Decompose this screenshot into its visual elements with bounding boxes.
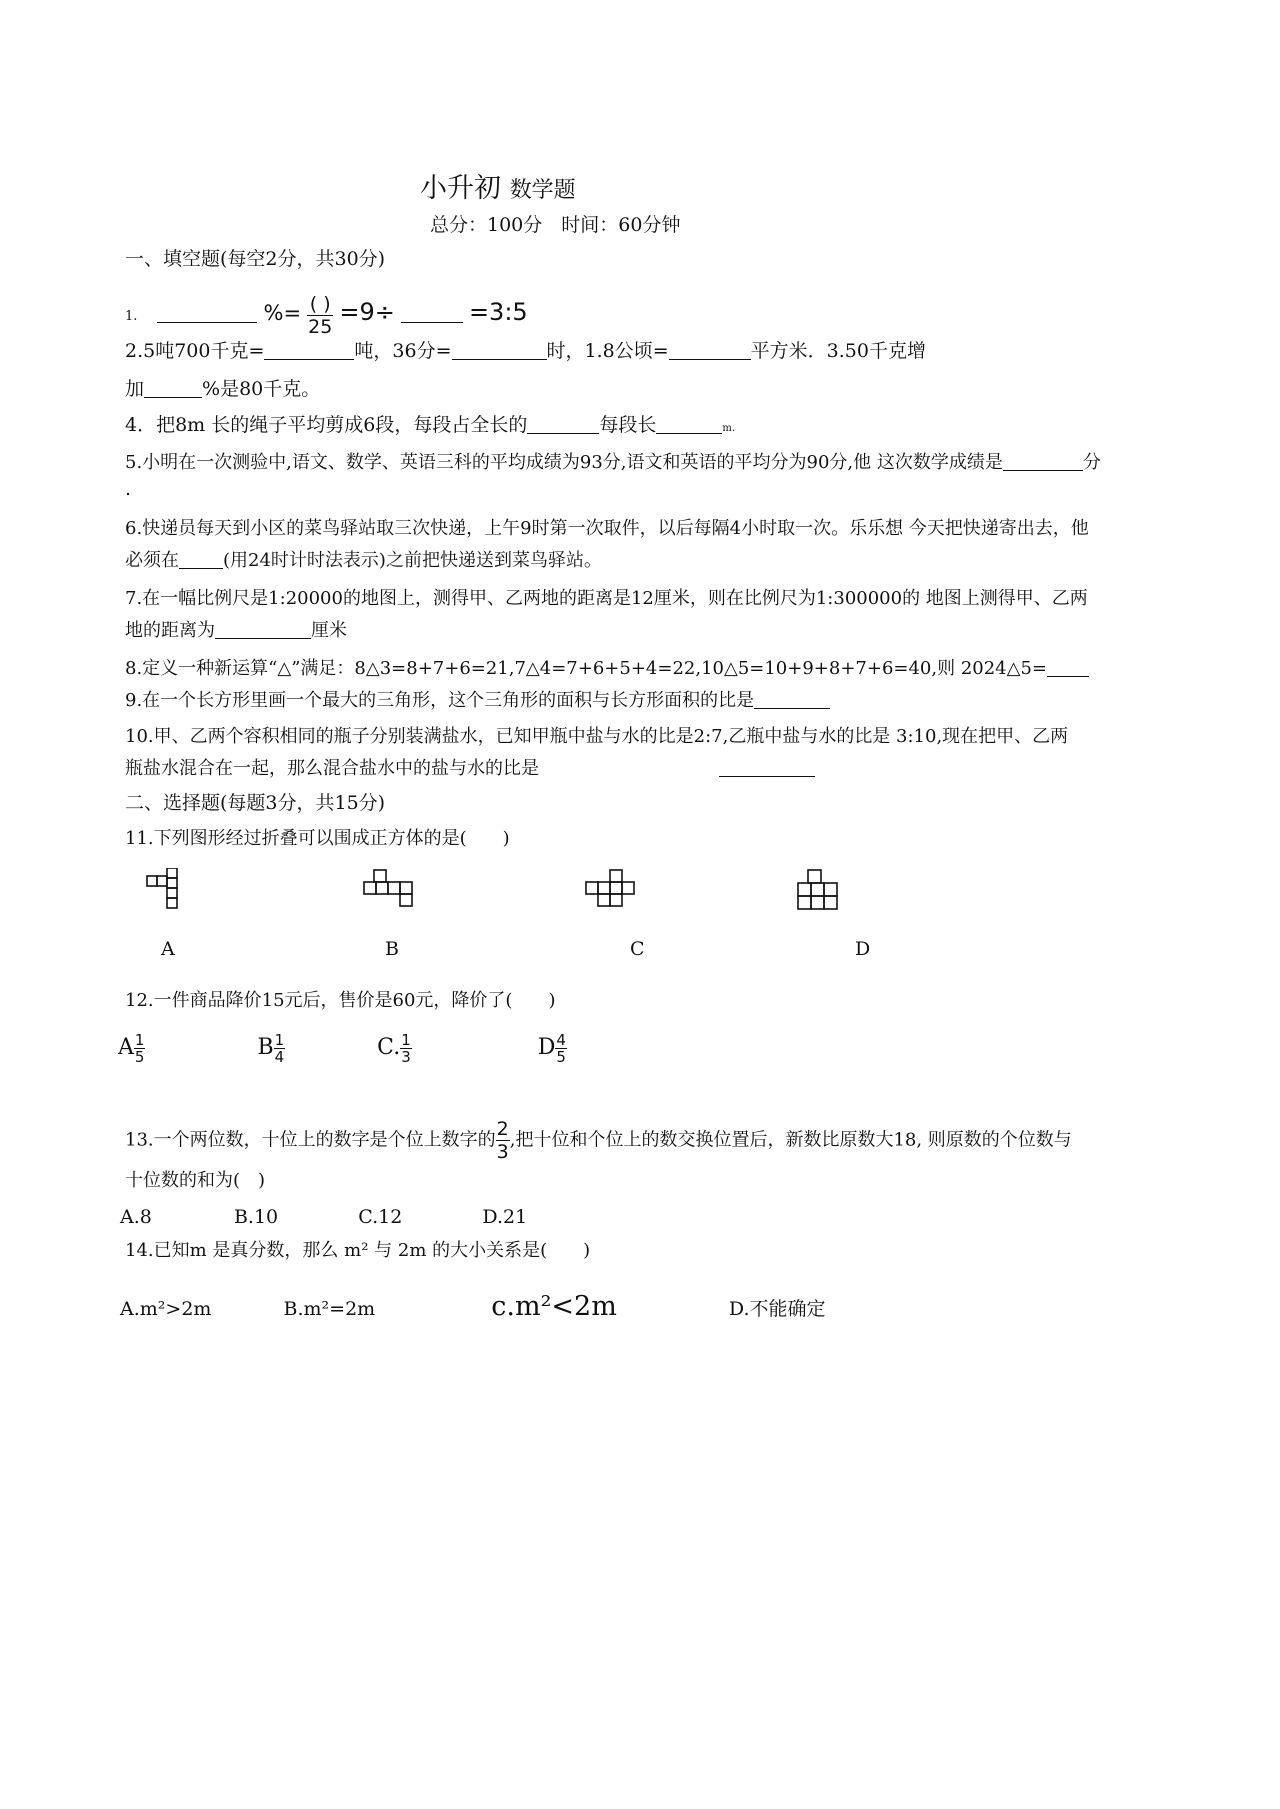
q7-blank[interactable] [215, 618, 311, 639]
question-10-line2 [125, 756, 815, 782]
question-6 [125, 516, 1089, 542]
cube-net-c-icon[interactable] [576, 868, 636, 910]
question-4 [125, 412, 735, 442]
q11-option-b[interactable]: B [385, 938, 399, 960]
q11-option-d[interactable]: D [855, 938, 871, 960]
question-12: 12.一件商品降价15元后，售价是60元，降价了( ) [125, 990, 556, 1011]
q13-text-a: 13.一个两位数，十位上的数字是个位上数字的 [125, 1129, 496, 1151]
question-13 [125, 1118, 1072, 1163]
q9-text: 9.在一个长方形里画一个最大的三角形，这个三角形的面积与长方形面积的比是 [125, 690, 755, 711]
q1-end: =3:5 [468, 298, 528, 326]
q5-dot: . [125, 478, 132, 500]
q1-blank-2[interactable] [401, 302, 463, 323]
q3-text-b: %是80千克。 [202, 378, 321, 400]
q10-blank[interactable] [719, 756, 815, 777]
q1-fraction [307, 293, 333, 338]
q11-option-a[interactable]: A [161, 938, 175, 960]
q13-option-d[interactable]: D.21 [482, 1206, 528, 1228]
q12-option-c[interactable]: C. $\frac{1}{3}$ [377, 1030, 411, 1066]
q2-blank-3[interactable] [669, 339, 751, 360]
question-13-line2: 十位数的和为( ) [125, 1170, 266, 1191]
q3-text-a: 加 [125, 378, 145, 400]
question-1 [125, 290, 528, 339]
question-6-line2 [125, 548, 602, 574]
question-2 [125, 338, 926, 364]
q7-text-c: 厘米 [311, 620, 347, 641]
q5-text-a: 5.小明在一次测验中,语文、数学、英语三科的平均成绩为93分,语文和英语的平均分为90分,他 这次数学成绩是 [125, 452, 1003, 473]
q13-fraction: $\frac{2}{3}$ [496, 1118, 509, 1163]
q2-blank-2[interactable] [452, 339, 547, 360]
question-11: 11.下列图形经过折叠可以围成正方体的是( ) [125, 828, 510, 849]
q12-option-a[interactable]: A $\frac{1}{5}$ [118, 1030, 145, 1066]
q14-option-c[interactable]: c.m²<2m [491, 1291, 617, 1322]
q12-option-d[interactable]: D $\frac{4}{5}$ [537, 1030, 566, 1066]
q1-percent: %= [263, 301, 302, 325]
q1-number: 1. [125, 309, 138, 324]
q1-blank-1[interactable] [157, 302, 257, 323]
q5-blank[interactable] [1003, 450, 1083, 471]
q13-options [120, 1204, 527, 1230]
q2-text-d: 平方米．3.50千克增 [750, 340, 926, 362]
q5-text-b: 分 [1082, 452, 1101, 473]
q6-text-a: 6.快递员每天到小区的菜鸟驿站取三次快递，上午9时第一次取件，以后每隔4小时取一次。乐乐想 今天把快递寄出去，他 [125, 518, 1089, 539]
section1-heading: 一、填空题(每空2分，共30分) [125, 248, 386, 270]
q8-blank[interactable] [1047, 656, 1089, 677]
q10-text-b: 瓶盐水混合在一起，那么混合盐水中的盐与水的比是 [125, 758, 539, 779]
q10-text-a: 10.甲、乙两个容积相同的瓶子分别装满盐水，已知甲瓶中盐与水的比是2:7,乙瓶中盐与水的比是 3:10,现在把甲、乙两 [125, 726, 1069, 747]
q6-text-b: 必须在 [125, 550, 179, 571]
question-14: 14.已知m 是真分数，那么 m² 与 2m 的大小关系是( ) [125, 1240, 591, 1261]
q4-unit: m. [722, 423, 736, 434]
q6-text-c: (用24时计时法表示)之前把快递送到菜鸟驿站。 [223, 550, 602, 571]
question-3 [125, 376, 320, 402]
q7-text-b: 地的距离为 [125, 620, 215, 641]
q2-blank-1[interactable] [264, 339, 354, 360]
q4-blank-2[interactable] [656, 413, 722, 434]
q4-blank-1[interactable] [527, 413, 599, 434]
question-9 [125, 688, 830, 714]
question-8 [125, 656, 1089, 682]
q13-option-a[interactable]: A.8 [120, 1206, 152, 1228]
question-7 [125, 586, 1088, 612]
q1-mid: =9÷ [339, 298, 395, 326]
q13-option-b[interactable]: B.10 [233, 1206, 279, 1228]
cube-net-b-icon[interactable] [362, 868, 422, 910]
q4-text-a: 4．把8m 长的绳子平均剪成6段，每段占全长的 [125, 414, 528, 436]
q13-option-c[interactable]: C.12 [358, 1206, 403, 1228]
q12-options [118, 1028, 567, 1068]
q2-text-b: 吨，36分= [354, 340, 452, 362]
q14-option-b[interactable]: B.m²=2m [283, 1298, 376, 1320]
q13-text-b: ,把十位和个位上的数交换位置后，新数比原数大18, 则原数的个位数与 [509, 1129, 1072, 1151]
question-7-line2 [125, 618, 347, 644]
question-5 [125, 450, 1101, 476]
q11-option-c[interactable]: C [630, 938, 645, 960]
q9-blank[interactable] [754, 688, 830, 709]
q14-options [120, 1290, 826, 1326]
q14-option-a[interactable]: A.m²>2m [120, 1298, 212, 1320]
q6-blank[interactable] [179, 548, 223, 569]
q4-text-b: 每段长 [599, 414, 657, 436]
q12-option-b[interactable]: B $\frac{1}{4}$ [257, 1030, 285, 1066]
page-subtitle: 总分：100分 时间：60分钟 [430, 214, 681, 236]
cube-net-a-icon[interactable] [145, 868, 191, 910]
q1-frac-num: ( ) [309, 292, 331, 315]
cube-net-d-icon[interactable] [796, 868, 842, 912]
section2-heading: 二、选择题(每题3分，共15分) [125, 792, 386, 814]
title-small: 数学题 [509, 178, 576, 203]
page-title [420, 166, 576, 205]
q2-text-a: 2.5吨700千克= [125, 340, 265, 362]
q14-option-d[interactable]: D.不能确定 [728, 1298, 826, 1320]
q3-blank[interactable] [144, 377, 202, 398]
question-10 [125, 724, 1068, 750]
q8-text: 8.定义一种新运算“△”满足：8△3=8+7+6=21,7△4=7+6+5+4=22,10△5=10+9+8+7+6=40,则 2024△5= [125, 658, 1048, 679]
q7-text-a: 7.在一幅比例尺是1:20000的地图上，测得甲、乙两地的距离是12厘米，则在比例尺为1:300000的 地图上测得甲、乙两 [125, 588, 1088, 609]
q2-text-c: 时，1.8公顷= [546, 340, 669, 362]
title-main: 小升初 [420, 173, 501, 204]
q1-frac-den: 25 [308, 315, 333, 338]
